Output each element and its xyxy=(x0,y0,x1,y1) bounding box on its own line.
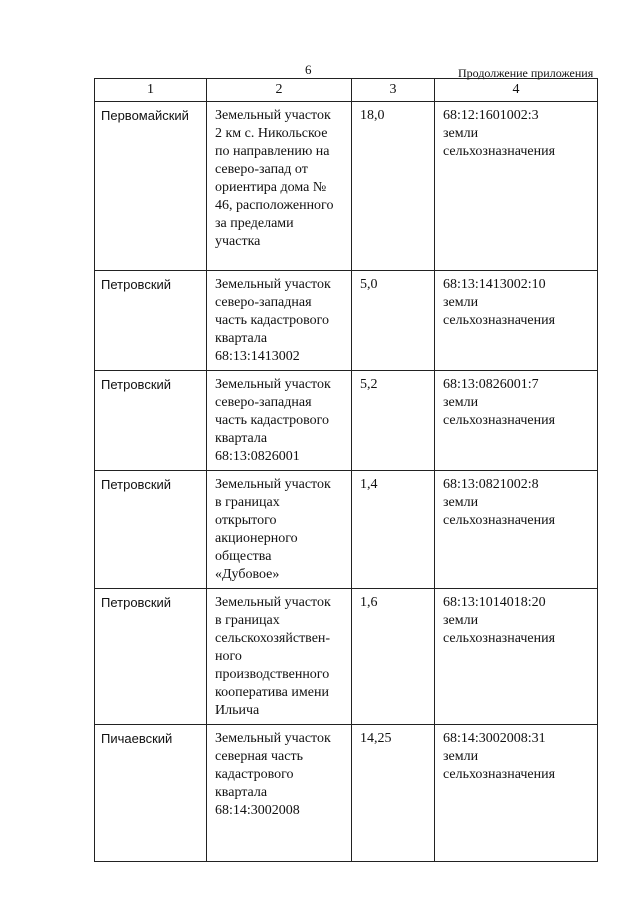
table-row xyxy=(95,102,598,271)
land-category: земли сельхозназначения xyxy=(443,495,556,528)
description-cell: Земельный участок в границах открытого акционерного общества «Дубовое» xyxy=(215,477,331,582)
column-header-1: 1 xyxy=(95,79,207,102)
district-cell: Петровский xyxy=(101,277,172,292)
district-cell: Первомайский xyxy=(101,108,189,123)
land-category: земли сельхозназначения xyxy=(443,749,556,782)
table-row xyxy=(95,371,598,471)
description-cell: Земельный участок северная часть кадастрового квартала 68:14:3002008 xyxy=(215,731,331,818)
cadastral-number: 68:13:1413002:10 xyxy=(443,277,546,292)
district-cell: Петровский xyxy=(101,477,172,492)
area-cell: 5,2 xyxy=(360,377,378,392)
land-category: земли сельхозназначения xyxy=(443,613,556,646)
area-cell: 5,0 xyxy=(360,277,378,292)
column-header-3: 3 xyxy=(352,79,435,102)
land-category: земли сельхозназначения xyxy=(443,126,556,159)
cadastral-number: 68:12:1601002:3 xyxy=(443,108,539,123)
column-header-2: 2 xyxy=(207,79,352,102)
description-cell: Земельный участок 2 км с. Никольское по направлению на северо-запад от ориентира дома № 46, расположенного за пределами участка xyxy=(215,108,334,249)
land-category: земли сельхозназначения xyxy=(443,395,556,428)
area-cell: 18,0 xyxy=(360,108,385,123)
area-cell: 1,6 xyxy=(360,595,378,610)
description-cell: Земельный участок в границах сельскохозяйствен- ного производственного кооператива имени Ильича xyxy=(215,595,331,718)
table-row xyxy=(95,271,598,371)
continuation-caption: Продолжение приложения xyxy=(458,66,594,80)
area-cell: 14,25 xyxy=(360,731,392,746)
page-number: 6 xyxy=(305,62,312,77)
district-cell: Петровский xyxy=(101,377,172,392)
table-row xyxy=(95,725,598,862)
cadastral-number: 68:13:0826001:7 xyxy=(443,377,539,392)
cadastral-number: 68:13:1014018:20 xyxy=(443,595,546,610)
land-category: земли сельхозназначения xyxy=(443,295,556,328)
cadastral-number: 68:13:0821002:8 xyxy=(443,477,539,492)
column-header-4: 4 xyxy=(435,79,598,102)
area-cell: 1,4 xyxy=(360,477,378,492)
description-cell: Земельный участок северо-западная часть кадастрового квартала 68:13:0826001 xyxy=(215,377,331,464)
description-cell: Земельный участок северо-западная часть кадастрового квартала 68:13:1413002 xyxy=(215,277,331,364)
cadastral-number: 68:14:3002008:31 xyxy=(443,731,546,746)
table-row xyxy=(95,589,598,725)
district-cell: Петровский xyxy=(101,595,172,610)
land-plots-table xyxy=(94,78,598,862)
header-row xyxy=(95,79,598,102)
district-cell: Пичаевский xyxy=(101,731,173,746)
table-row xyxy=(95,471,598,589)
